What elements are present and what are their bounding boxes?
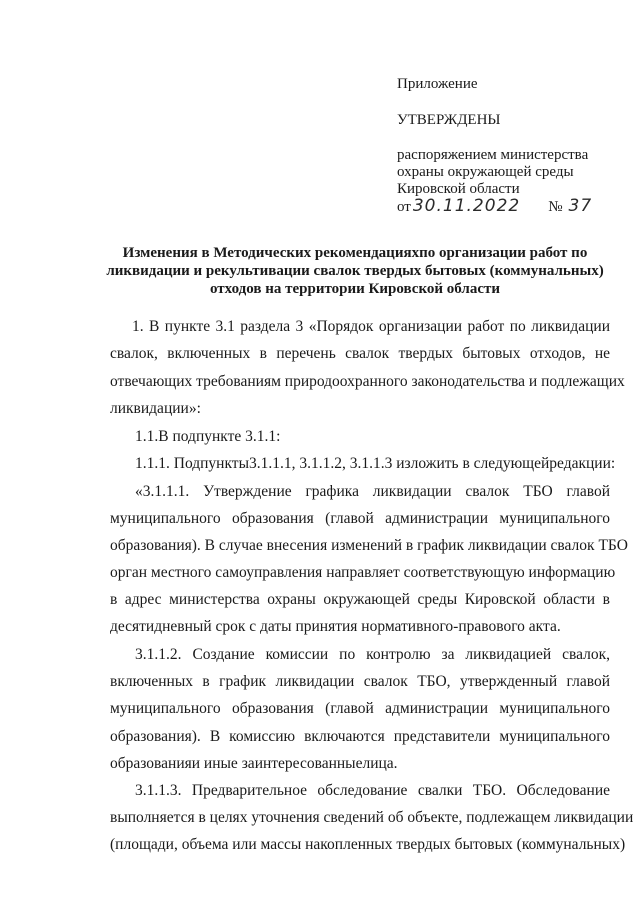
body-line: ликвидации»: xyxy=(110,400,201,417)
body-line: 1.1.1. Подпункты3.1.1.1, 3.1.1.2, 3.1.1.3 изложить в следующейредакции: xyxy=(135,455,616,472)
issuer-line: Кировской области xyxy=(397,181,520,197)
body-line: образованияи иные заинтересованныелица. xyxy=(110,755,398,772)
document-title xyxy=(100,244,610,298)
body-line: орган местного самоуправления направляет соответствующую информацию xyxy=(110,564,616,581)
body-line: «3.1.1.1. Утверждение графика ликвидации свалок ТБО главой xyxy=(135,483,610,500)
date-prefix: от xyxy=(397,199,411,215)
title-line: отходов на территории Кировской области xyxy=(209,281,500,297)
issuer-line: распоряжением министерства xyxy=(397,147,589,163)
appendix-label: Приложение xyxy=(397,76,478,92)
body-line: 3.1.1.3. Предварительное обследование свалки ТБО. Обследование xyxy=(135,782,610,799)
body-line: образования). В комиссию включаются представители муниципального xyxy=(110,728,610,745)
body-line: включенных в график ликвидации свалок ТБО, утвержденный главой xyxy=(110,673,610,690)
body-line: 1. В пункте 3.1 раздела 3 «Порядок организации работ по ликвидации xyxy=(132,318,610,335)
body-line: десятидневный срок с даты принятия нормативного-правового акта. xyxy=(110,618,561,635)
approved-label: УТВЕРЖДЕНЫ xyxy=(397,112,501,128)
body-line: 1.1.В подпункте 3.1.1: xyxy=(135,428,281,445)
date-number-line xyxy=(397,198,592,216)
body-line: муниципального образования (главой администрации муниципального xyxy=(110,700,610,717)
title-line: ликвидации и рекультивации свалок твердых бытовых (коммунальных) xyxy=(106,263,604,279)
body-line: (площади, объема или массы накопленных твердых бытовых (коммунальных) xyxy=(110,836,626,853)
body-line: свалок, включенных в перечень свалок твердых бытовых отходов, не xyxy=(110,345,610,362)
number-label: № xyxy=(548,199,563,215)
approval-block xyxy=(397,76,592,216)
body-line: 3.1.1.2. Создание комиссии по контролю за ликвидацией свалок, xyxy=(135,646,610,663)
title-line: Изменения в Методических рекомендацияхпо организации работ по xyxy=(122,245,588,261)
body-line: образования). В случае внесения изменений в график ликвидации свалок ТБО xyxy=(110,537,628,554)
body-line: выполняется в целях уточнения сведений об объекте, подлежащем ликвидации xyxy=(110,809,634,826)
handwritten-number: 37 xyxy=(568,196,593,216)
handwritten-date: 30.11.2022 xyxy=(412,196,521,216)
body-line: муниципального образования (главой администрации муниципального xyxy=(110,510,610,527)
body-line: отвечающих требованиям природоохранного законодательства и подлежащих xyxy=(110,373,625,390)
body-line: в адрес министерства охраны окружающей среды Кировской области в xyxy=(110,591,610,608)
issuer-line: охраны окружающей среды xyxy=(397,164,574,180)
